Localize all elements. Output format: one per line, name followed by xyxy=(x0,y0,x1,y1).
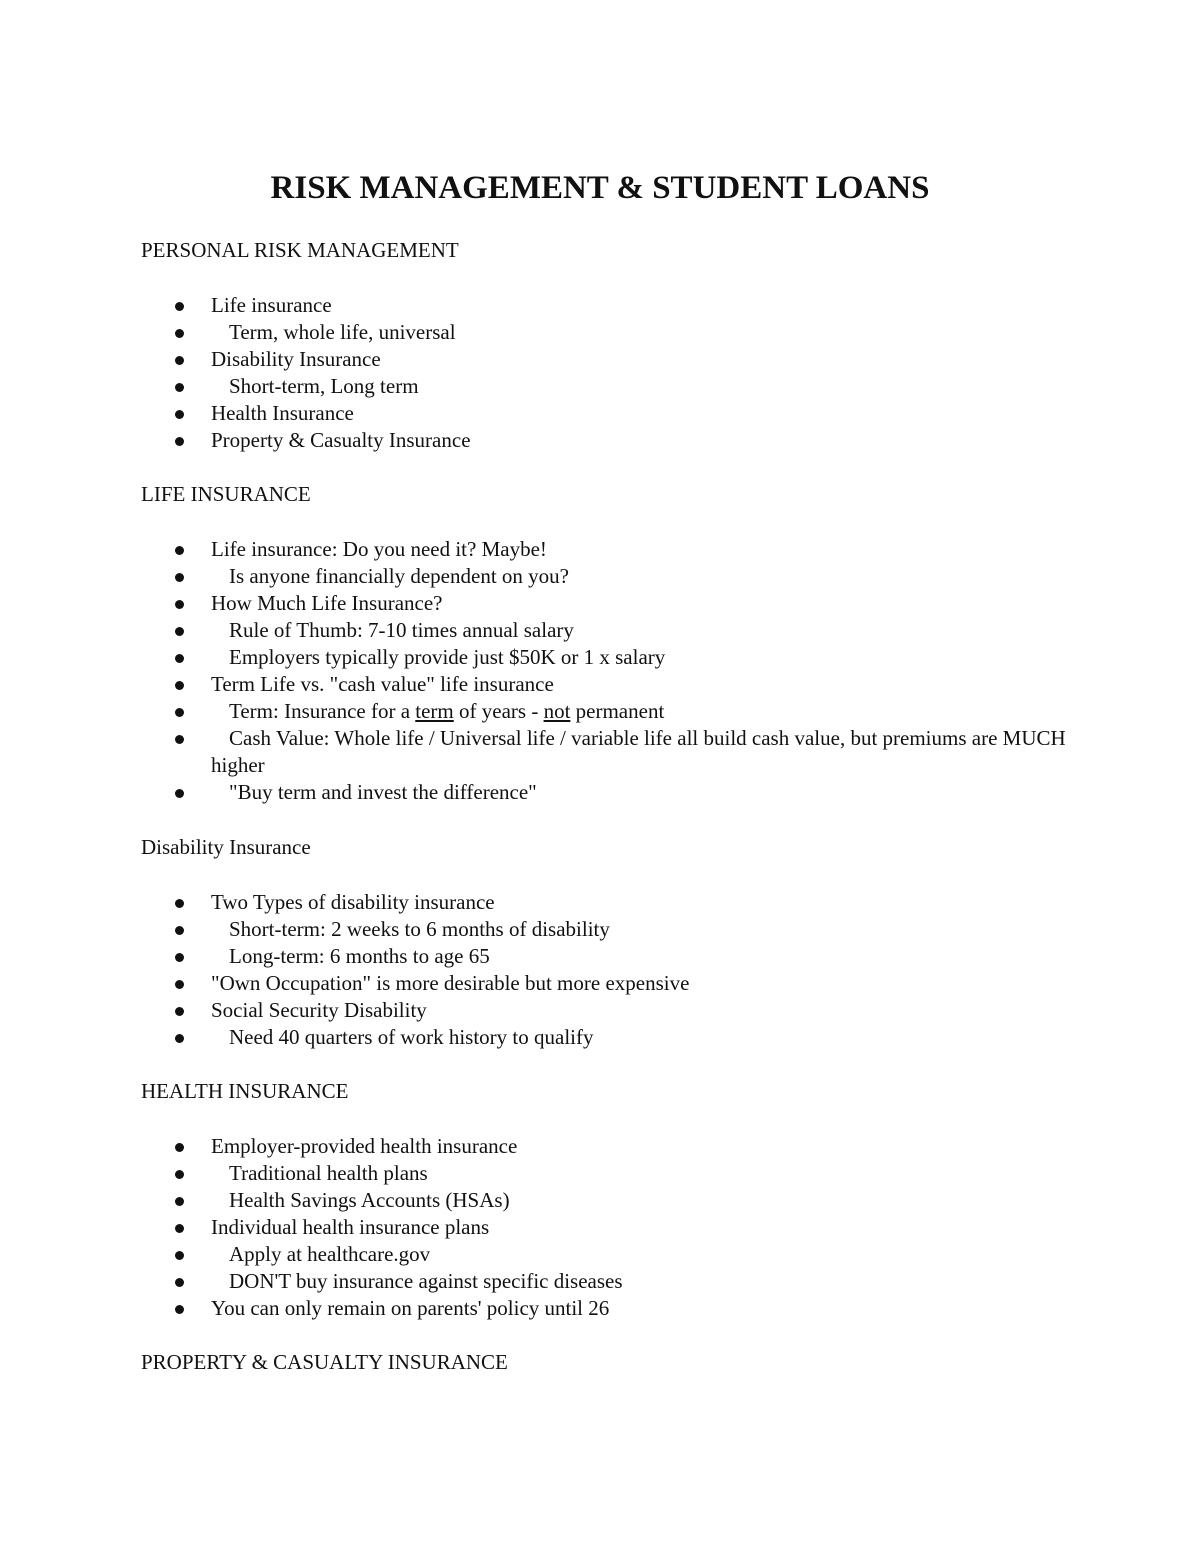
sub-list-item xyxy=(141,698,1081,725)
list-item xyxy=(141,970,1081,997)
section-heading: Disability Insurance xyxy=(141,835,311,859)
bullet-icon xyxy=(175,1224,184,1233)
list-item xyxy=(141,671,1081,698)
bullet-icon xyxy=(175,302,184,311)
section-heading: PERSONAL RISK MANAGEMENT xyxy=(141,238,459,262)
sub-list-item xyxy=(141,916,1081,943)
list-item xyxy=(141,1214,1081,1241)
bullet-icon xyxy=(175,1007,184,1016)
bullet-list xyxy=(141,1133,1081,1322)
bullet-icon xyxy=(175,1034,184,1043)
underlined-text: not xyxy=(543,699,571,723)
list-item xyxy=(141,889,1081,916)
bullet-icon xyxy=(175,899,184,908)
document-title: RISK MANAGEMENT & STUDENT LOANS xyxy=(270,170,930,206)
bullet-icon xyxy=(175,1197,184,1206)
list-item-text: Cash Value: Whole life / Universal life / variable life all build cash value, but premiums are MUCH higher xyxy=(211,726,1066,777)
sub-list-item xyxy=(141,1241,1081,1268)
underlined-text: term xyxy=(415,699,454,723)
bullet-icon xyxy=(175,926,184,935)
list-item-text: Term Life vs. "cash value" life insurance xyxy=(211,672,554,696)
sub-list-item xyxy=(141,319,1081,346)
list-item-text: Long-term: 6 months to age 65 xyxy=(229,944,490,968)
sub-list-item xyxy=(141,644,1081,671)
list-item-text: Life insurance: Do you need it? Maybe! xyxy=(211,537,547,561)
text-segment: Term: Insurance for a xyxy=(229,699,416,723)
list-item-text: Employers typically provide just $50K or 1 x salary xyxy=(229,645,666,669)
list-item xyxy=(141,590,1081,617)
bullet-icon xyxy=(175,410,184,419)
list-item-text: DON'T buy insurance against specific diseases xyxy=(229,1269,623,1293)
list-item-text: You can only remain on parents' policy until 26 xyxy=(211,1296,610,1320)
bullet-icon xyxy=(175,953,184,962)
bullet-icon xyxy=(175,789,184,798)
text-segment: permanent xyxy=(570,699,665,723)
bullet-icon xyxy=(175,1305,184,1314)
sub-list-item xyxy=(141,617,1081,644)
sub-list-item xyxy=(141,1268,1081,1295)
list-item xyxy=(141,346,1081,373)
list-item-text: Apply at healthcare.gov xyxy=(229,1242,431,1266)
list-item-text: Two Types of disability insurance xyxy=(211,890,495,914)
section-heading: PROPERTY & CASUALTY INSURANCE xyxy=(141,1350,508,1374)
list-item-text: Employer-provided health insurance xyxy=(211,1134,518,1158)
section-health-insurance xyxy=(141,1078,1081,1322)
list-item-text: Rule of Thumb: 7-10 times annual salary xyxy=(229,618,574,642)
section-disability-insurance xyxy=(141,834,1081,1051)
bullet-icon xyxy=(175,600,184,609)
list-item-text: Property & Casualty Insurance xyxy=(211,428,471,452)
section-life-insurance xyxy=(141,481,1081,806)
list-item-text: "Buy term and invest the difference" xyxy=(229,780,537,804)
list-item xyxy=(141,292,1081,319)
bullet-list xyxy=(141,536,1081,806)
bullet-icon xyxy=(175,681,184,690)
list-item-text: "Own Occupation" is more desirable but more expensive xyxy=(211,971,690,995)
list-item xyxy=(141,1295,1081,1322)
section-property-casualty-insurance xyxy=(141,1349,1081,1376)
list-item-text: Short-term, Long term xyxy=(229,374,419,398)
bullet-icon xyxy=(175,1143,184,1152)
section-heading: LIFE INSURANCE xyxy=(141,482,311,506)
bullet-list xyxy=(141,889,1081,1051)
list-item-text: Need 40 quarters of work history to qualify xyxy=(229,1025,594,1049)
bullet-icon xyxy=(175,437,184,446)
list-item-text: Social Security Disability xyxy=(211,998,427,1022)
list-item xyxy=(141,400,1081,427)
sub-list-item xyxy=(141,725,1081,779)
list-item-text: Individual health insurance plans xyxy=(211,1215,490,1239)
bullet-icon xyxy=(175,546,184,555)
sub-list-item xyxy=(141,1187,1081,1214)
bullet-icon xyxy=(175,1278,184,1287)
list-item-text: Disability Insurance xyxy=(211,347,381,371)
list-item-text: Short-term: 2 weeks to 6 months of disability xyxy=(229,917,610,941)
bullet-icon xyxy=(175,356,184,365)
list-item-text: How Much Life Insurance? xyxy=(211,591,443,615)
list-item xyxy=(141,997,1081,1024)
section-heading: HEALTH INSURANCE xyxy=(141,1079,349,1103)
bullet-icon xyxy=(175,654,184,663)
bullet-icon xyxy=(175,980,184,989)
bullet-icon xyxy=(175,708,184,717)
list-item-text: Term, whole life, universal xyxy=(229,320,456,344)
sub-list-item xyxy=(141,1024,1081,1051)
list-item-text xyxy=(211,699,664,723)
bullet-icon xyxy=(175,1170,184,1179)
bullet-icon xyxy=(175,735,184,744)
bullet-icon xyxy=(175,1251,184,1260)
text-segment: of years - xyxy=(453,699,544,723)
sub-list-item xyxy=(141,943,1081,970)
list-item-text: Traditional health plans xyxy=(229,1161,428,1185)
bullet-icon xyxy=(175,329,184,338)
list-item-text: Life insurance xyxy=(211,293,332,317)
bullet-icon xyxy=(175,627,184,636)
sub-list-item xyxy=(141,1160,1081,1187)
sub-list-item xyxy=(141,563,1081,590)
list-item-text: Health Savings Accounts (HSAs) xyxy=(229,1188,510,1212)
section-personal-risk-management xyxy=(141,237,1081,454)
sub-list-item xyxy=(141,779,1081,806)
bullet-list xyxy=(141,292,1081,454)
list-item xyxy=(141,427,1081,454)
bullet-icon xyxy=(175,383,184,392)
list-item-text: Is anyone financially dependent on you? xyxy=(229,564,569,588)
bullet-icon xyxy=(175,573,184,582)
list-item-text: Health Insurance xyxy=(211,401,354,425)
list-item xyxy=(141,1133,1081,1160)
list-item xyxy=(141,536,1081,563)
sub-list-item xyxy=(141,373,1081,400)
